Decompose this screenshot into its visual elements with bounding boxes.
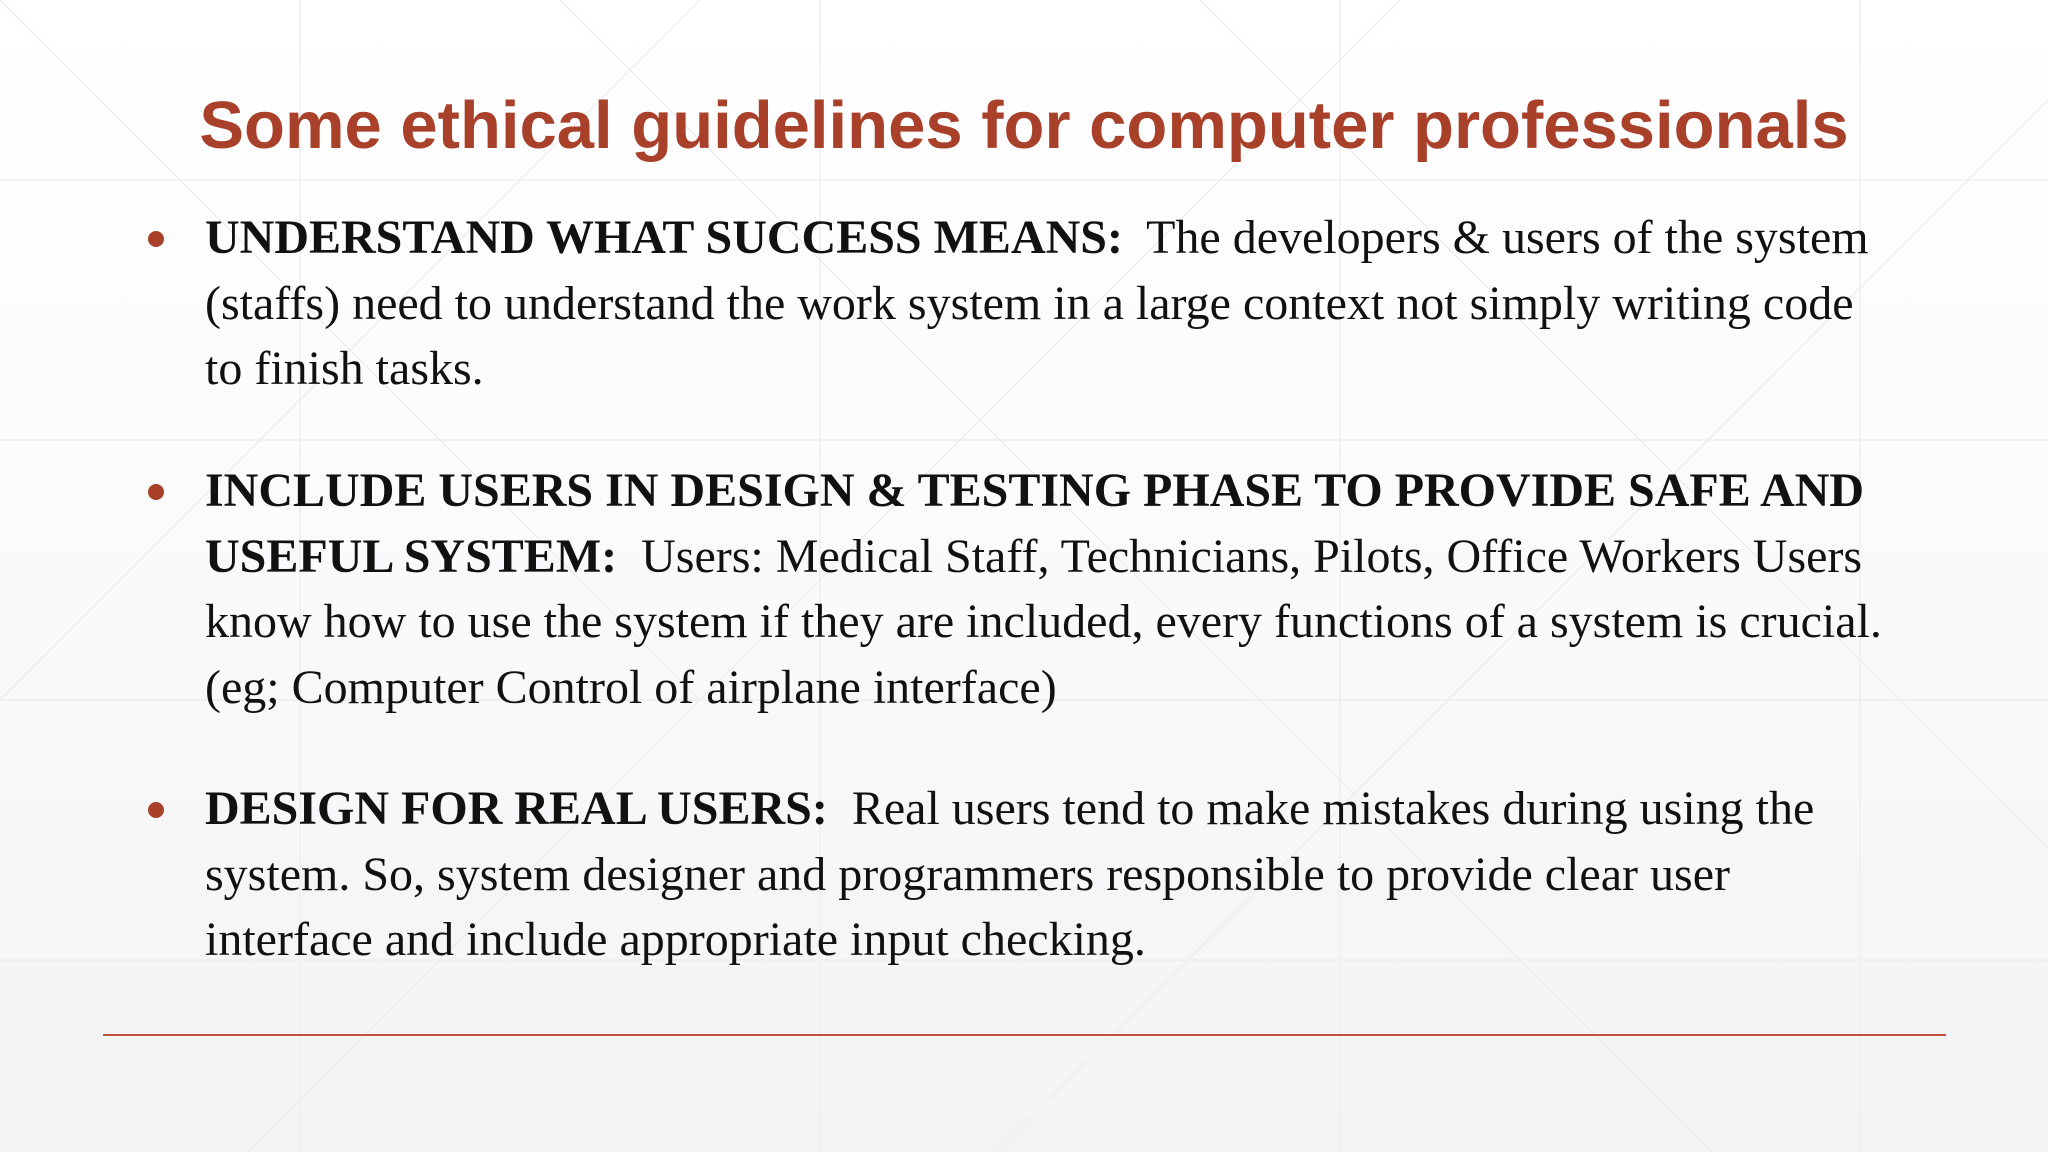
bullet-dot-icon [148,484,164,500]
bullet-heading: INCLUDE USERS IN DESIGN & TESTING PHASE TO PROVIDE SAFE AND USEFUL SYSTEM: [205,464,1865,583]
slide-title: Some ethical guidelines for computer professionals [199,88,1849,163]
bullet-dot-icon [148,231,164,247]
bullet-heading: DESIGN FOR REAL USERS: [205,782,828,835]
footer-divider [103,1034,1946,1036]
bullet-item-include-users [205,458,1885,720]
bullet-item-understand-success [205,205,1885,402]
bullet-body: The developers & users of the system (staffs) need to understand the work system in a large context not simply writing code to finish tasks. [205,211,1869,395]
bullet-dot-icon [148,802,164,818]
bullet-heading: UNDERSTAND WHAT SUCCESS MEANS: [205,211,1123,264]
bullet-item-design-real-users [205,776,1885,973]
bullet-body: Users: Medical Staff, Technicians, Pilots, Office Workers Users know how to use the system if they are included, every functions of a system is crucial. (eg; Computer Control of airplane interface) [205,529,1882,714]
bullet-body: Real users tend to make mistakes during using the system. So, system designer and programmers responsible to provide clear user interface and include appropriate input checking. [205,782,1815,966]
